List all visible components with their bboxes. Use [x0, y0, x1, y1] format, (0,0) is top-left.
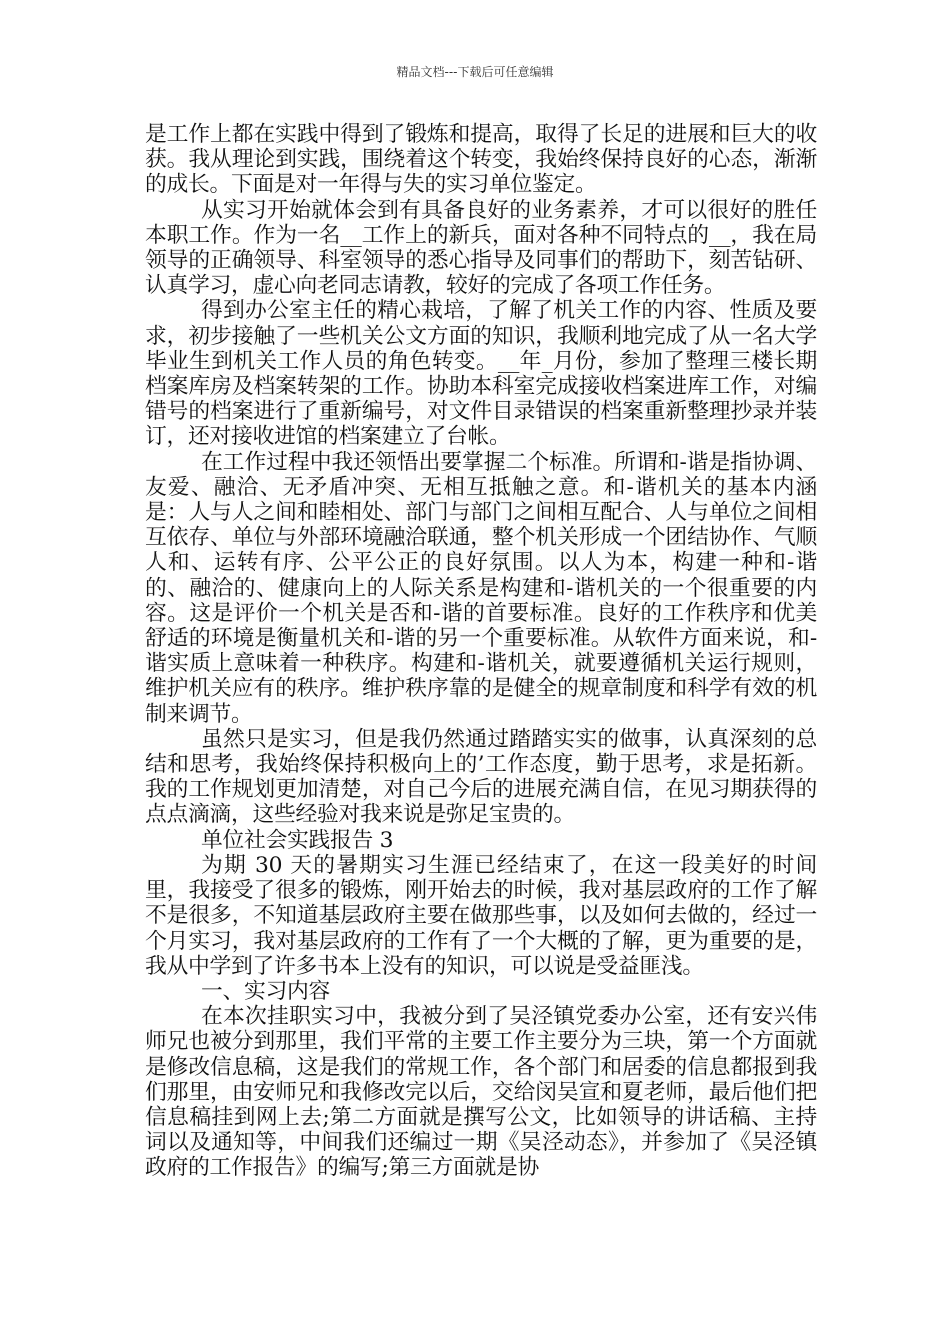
- paragraph-2: 从实习开始就体会到有具备良好的业务素养，才可以很好的胜任本职工作。作为一名__工作上的新兵，面对各种不同特点的__，我在局领导的正确领导、科室领导的悉心指导及同事们的帮助下，刻苦钻研、认真学习，虚心向老同志请教，较好的完成了各项工作任务。: [145, 197, 817, 299]
- paragraph-5: 虽然只是实习，但是我仍然通过踏踏实实的做事，认真深刻的总结和思考，我始终保持积极向上的’工作态度，勤于思考，求是拓新。我的工作规划更加清楚，对自己今后的进展充满自信，在见习期获得的点点滴滴，这些经验对我来说是弥足宝贵的。: [145, 726, 817, 828]
- paragraph-9: 在本次挂职实习中，我被分到了吴泾镇党委办公室，还有安兴伟师兄也被分到那里，我们平常的主要工作主要分为三块，第一个方面就是修改信息稿，这是我们的常规工作，各个部门和居委的信息都报到我们那里，由安师兄和我修改完以后，交给闵吴宣和夏老师，最后他们把信息稿挂到网上去;第二方面就是撰写公文，比如领导的讲话稿、主持词以及通知等，中间我们还编过一期《吴泾动态》，并参加了《吴泾镇政府的工作报告》的编写;第三方面就是协: [145, 1004, 817, 1181]
- paragraph-3: 得到办公室主任的精心栽培，了解了机关工作的内容、性质及要求，初步接触了一些机关公文方面的知识，我顺利地完成了从一名大学毕业生到机关工作人员的角色转变。__年_月份，参加了整理三楼长期档案库房及档案转架的工作。协助本科室完成接收档案进库工作，对编错号的档案进行了重新编号，对文件目录错误的档案重新整理抄录并装订，还对接收进馆的档案建立了台帐。: [145, 298, 817, 450]
- paragraph-4: 在工作过程中我还领悟出要掌握二个标准。所谓和-谐是指协调、友爱、融洽、无矛盾冲突、无相互抵触之意。和-谐机关的基本内涵是：人与人之间和睦相处、部门与部门之间相互配合、人与单位之间相互依存、单位与外部环境融洽联通，整个机关形成一个团结协作、气顺人和、运转有序、公平公正的良好氛围。以人为本，构建一种和-谐的、融洽的、健康向上的人际关系是构建和-谐机关的一个很重要的内容。这是评价一个机关是否和-谐的首要标准。良好的工作秩序和优美舒适的环境是衡量机关和-谐的另一个重要标准。从软件方面来说，和-谐实质上意味着一种秩序。构建和-谐机关，就要遵循机关运行规则，维护机关应有的秩序。维护秩序靠的是健全的规章制度和科学有效的机制来调节。: [145, 449, 817, 727]
- document-body: [145, 122, 817, 1181]
- page-header: 精品文档---下载后可任意编辑: [396, 65, 554, 79]
- section-heading-internship-content: 一、实习内容: [201, 978, 330, 1004]
- section-heading-report-3: 单位社会实践报告 3: [201, 827, 394, 853]
- paragraph-1: 是工作上都在实践中得到了锻炼和提高，取得了长足的进展和巨大的收获。我从理论到实践，围绕着这个转变，我始终保持良好的心态，渐渐的成长。下面是对一年得与失的实习单位鉴定。: [145, 122, 817, 198]
- paragraph-7: 为期 30 天的暑期实习生涯已经结束了，在这一段美好的时间里，我接受了很多的锻炼，刚开始去的时候，我对基层政府的工作了解不是很多，不知道基层政府主要在做那些事，以及如何去做的，经过一个月实习，我对基层政府的工作有了一个大概的了解，更为重要的是，我从中学到了许多书本上没有的知识，可以说是受益匪浅。: [145, 852, 817, 979]
